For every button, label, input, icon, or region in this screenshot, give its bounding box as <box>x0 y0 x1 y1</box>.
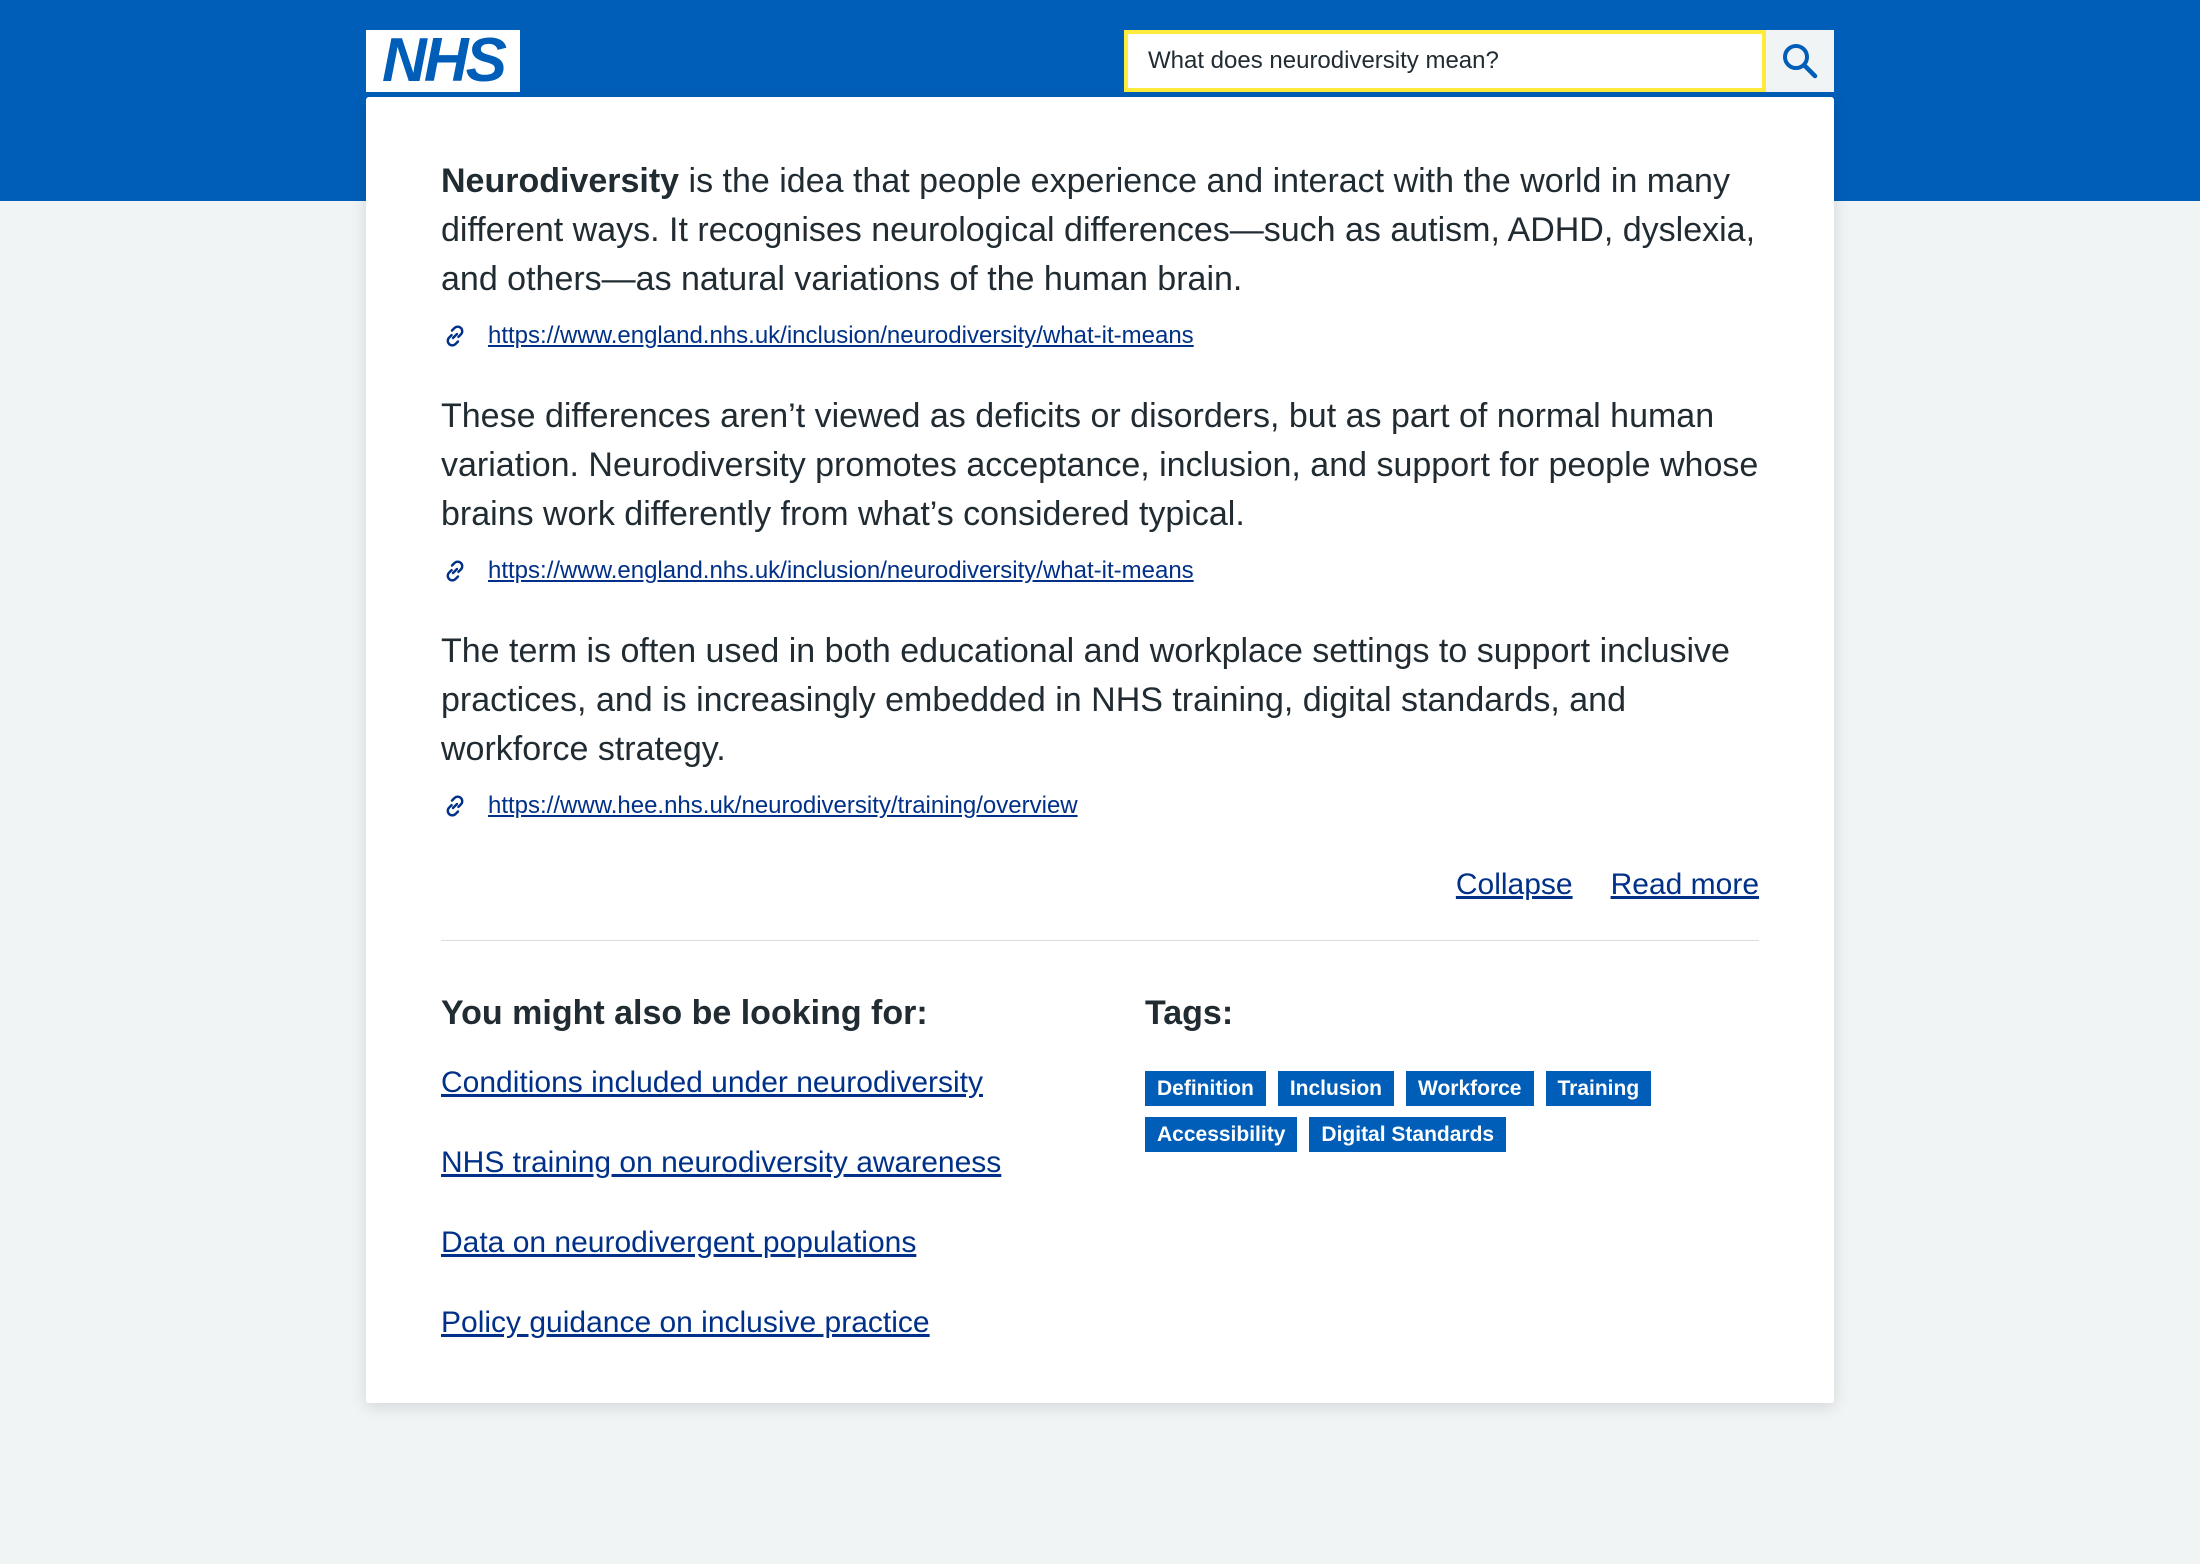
answer-paragraph <box>441 157 1759 304</box>
paragraph-text: These differences aren’t viewed as deficits or disorders, but as part of normal human variation. Neurodiversity promotes acceptance, inclusion, and support for people whose brains work differently from what’s considered typical. <box>441 397 1759 533</box>
answer-actions <box>441 868 1759 908</box>
collapse-link[interactable]: Collapse <box>1455 868 1573 901</box>
tag-definition[interactable]: Definition <box>1145 1071 1266 1106</box>
tag-digital-standards[interactable]: Digital Standards <box>1309 1117 1506 1152</box>
tag-workforce[interactable]: Workforce <box>1406 1071 1533 1106</box>
link-icon <box>441 556 471 586</box>
link-icon <box>441 321 471 351</box>
logo-text: NHS <box>382 26 504 95</box>
paragraph-text: is the idea that people experience and interact with the world in many different ways. It recognises neurological differences—such as autism, ADHD, dyslexia, and others—as natural variations of the human brain. <box>441 162 1756 298</box>
nhs-logo[interactable] <box>366 26 520 95</box>
source-citation <box>441 788 1759 824</box>
related-link[interactable]: NHS training on neurodiversity awareness <box>441 1146 1002 1179</box>
list-item <box>441 1143 1145 1183</box>
search-button[interactable] <box>1766 30 1834 92</box>
answer-card <box>366 97 1834 1403</box>
search-icon <box>1780 41 1820 81</box>
tags-heading: Tags: <box>1145 994 1234 1032</box>
divider <box>441 940 1759 941</box>
search-bar <box>1124 30 1834 92</box>
search-input[interactable] <box>1124 30 1766 92</box>
list-item <box>441 1063 1145 1103</box>
list-item <box>441 1303 1145 1343</box>
answer-paragraph <box>441 627 1759 774</box>
read-more-link[interactable]: Read more <box>1610 868 1759 901</box>
source-link[interactable]: https://www.england.nhs.uk/inclusion/neurodiversity/what-it-means <box>488 322 1194 349</box>
tag-inclusion[interactable]: Inclusion <box>1278 1071 1394 1106</box>
related-link[interactable]: Data on neurodivergent populations <box>441 1226 917 1259</box>
related-column <box>441 991 1145 1383</box>
source-citation <box>441 318 1759 354</box>
tags-column <box>1145 991 1759 1383</box>
source-link[interactable]: https://www.hee.nhs.uk/neurodiversity/training/overview <box>488 792 1078 819</box>
answer-paragraph <box>441 392 1759 539</box>
related-section <box>441 991 1759 1383</box>
tag-accessibility[interactable]: Accessibility <box>1145 1117 1297 1152</box>
source-citation <box>441 553 1759 589</box>
bold-term: Neurodiversity <box>441 162 680 200</box>
related-list <box>441 1063 1145 1343</box>
related-link[interactable]: Policy guidance on inclusive practice <box>441 1306 930 1339</box>
tag-list <box>1145 1071 1705 1152</box>
link-icon <box>441 791 471 821</box>
related-link[interactable]: Conditions included under neurodiversity <box>441 1066 983 1099</box>
related-heading: You might also be looking for: <box>441 994 928 1032</box>
tag-training[interactable]: Training <box>1546 1071 1652 1106</box>
list-item <box>441 1223 1145 1263</box>
source-link[interactable]: https://www.england.nhs.uk/inclusion/neurodiversity/what-it-means <box>488 557 1194 584</box>
paragraph-text: The term is often used in both educational and workplace settings to support inclusive practices, and is increasingly embedded in NHS training, digital standards, and workforce strategy. <box>441 632 1730 768</box>
